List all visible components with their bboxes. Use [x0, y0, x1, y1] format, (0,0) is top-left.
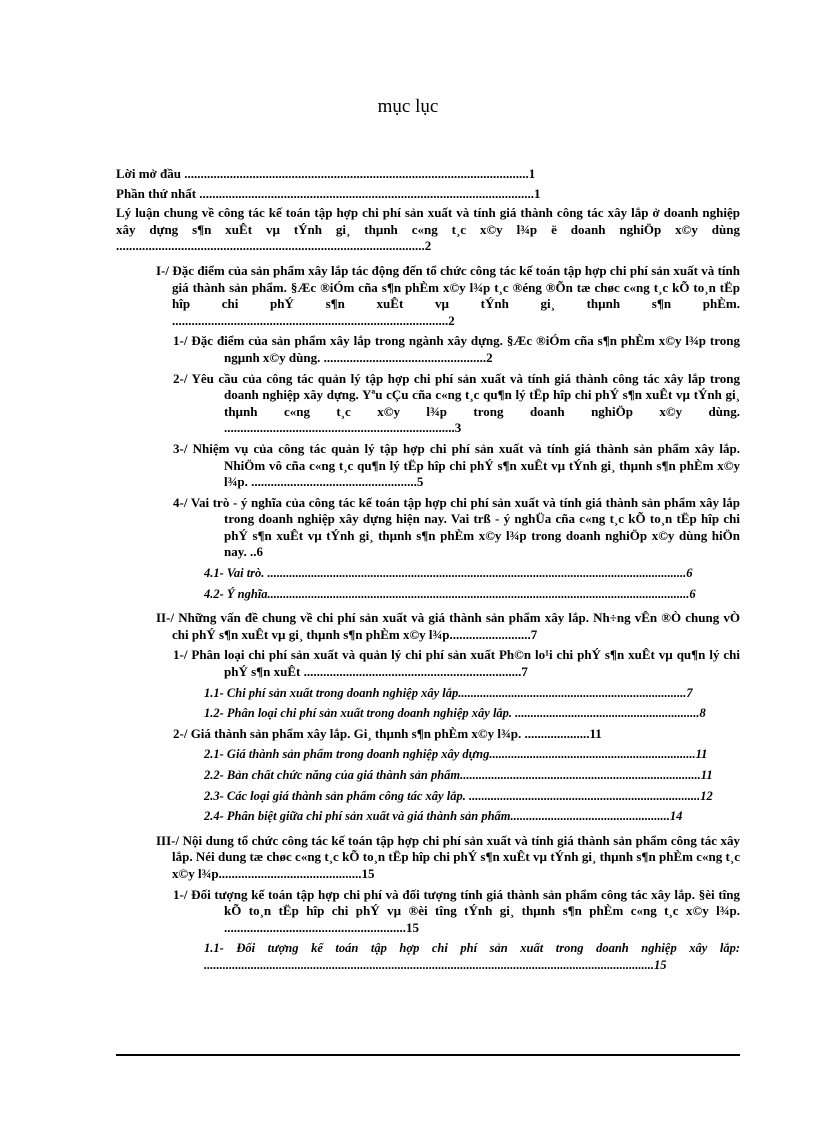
toc-subsection[interactable]: 1-/ Đặc điểm của sản phẩm xây lắp trong ngành xây dựng. §Æc ®iÓm cña s¶n phÈm x©y l¾p trong ngµnh x©y dùng. ..................................................2 [173, 333, 740, 365]
page-title: mục lục [377, 96, 439, 117]
toc-item[interactable]: 1.1- Chi phí sản xuất trong doanh nghiệp xây lắp.........................................................................7 [204, 685, 693, 700]
toc-item[interactable]: 4.1- Vai trò. ......................................................................................................................................6 [204, 566, 693, 581]
footer-divider [116, 1054, 740, 1056]
toc-item[interactable]: 2.2- Bản chất chức năng của giá thành sản phẩm.............................................................................11 [204, 768, 713, 782]
toc-subsection[interactable]: 4-/ Vai trò - ý nghĩa của công tác kế toán tập hợp chi phí sản xuất và tính giá thành sản phẩm xây lắp trong doanh nghiệp xây dựng hiện nay. Vai trß - ý nghÜa cña c«ng t¸c kÕ to¸n tËp hîp chi phÝ s¶n xuÊt vµ tÝnh gi¸ thµnh s¶n phÈm x©y l¾p trong doanh nghiÖp x©y dùng hiÖn nay. ..6 [173, 494, 740, 560]
toc-section[interactable]: II-/ Những vấn đề chung về chi phí sản xuất và giá thành sản phẩm xây lắp. Nh÷ng vÊn ®Ò chung vÒ chi phÝ s¶n xuÊt vµ gi¸ thµnh s¶n phÈm x©y l¾p.........................7 [156, 610, 740, 642]
toc-item[interactable]: 2.1- Giá thành sản phẩm trong doanh nghiệp xây dựng..................................................................11 [204, 747, 708, 762]
toc-item[interactable]: 2.4- Phân biệt giữa chi phí sản xuất và giá thành sản phẩm...................................................14 [204, 809, 683, 824]
toc-section[interactable]: I-/ Đặc điểm của sản phẩm xây lắp tác động đến tổ chức công tác kế toán tập hợp chi phí sản xuất và tính giá thành sản phẩm. §Æc ®iÓm cña s¶n phÈm x©y l¾p t¸c ®éng ®Õn tæ chøc c«ng t¸c kÕ to¸n tËp hîp chi phÝ s¶n xuÊt vµ tÝnh gi¸ thµnh s¶n phÈm. .....................................................................................2 [156, 262, 740, 328]
toc-subsection[interactable]: 2-/ Yêu cầu của công tác quản lý tập hợp chi phí sản xuất và tính giá thành công tác xây lắp trong doanh nghiệp xây dựng. Yªu cÇu cña c«ng t¸c qu¶n lý tËp hîp chi phÝ s¶n xuÊt vµ tÝnh gi¸ thµnh c«ng t¸c x©y l¾p trong doanh nghiÖp x©y dùng. .......................................................................3 [173, 370, 740, 436]
toc-subsection[interactable]: 1-/ Phân loại chi phí sản xuất và quản lý chi phí sản xuất Ph©n lo¹i chi phÝ s¶n xuÊt vµ qu¶n lý chi phÝ s¶n xuÊt ...................................................................7 [173, 647, 740, 680]
toc-section[interactable]: III-/ Nội dung tổ chức công tác kế toán tập hợp chi phí sản xuất và tính giá thành sản phẩm công tác xây lắp. Néi dung tæ chøc c«ng t¸c kÕ to¸n tËp hîp chi phÝ s¶n xuÊt vµ tÝnh gi¸ thµnh s¶n phÈm c«ng t¸c x©y l¾p............................................15 [156, 832, 740, 881]
table-of-contents [116, 166, 740, 978]
toc-entry[interactable]: Lý luận chung về công tác kế toán tập hợp chi phí sản xuất và tính giá thành công tác xây lắp ở doanh nghiệp xây dựng s¶n xuÊt vµ tÝnh gi¸ thµnh c«ng t¸c x©y l¾p ë doanh nghiÖp x©y dùng ...............................................................................................2 [116, 205, 740, 254]
toc-entry[interactable]: Lời mở đầu ..........................................................................................................1 [116, 166, 536, 181]
toc-subsection[interactable]: 2-/ Giá thành sản phẩm xây lắp. Gi¸ thµnh s¶n phÈm x©y l¾p. ....................11 [173, 725, 602, 741]
toc-subsection[interactable]: 1-/ Đối tượng kế toán tập hợp chi phí và đối tượng tính giá thành sản phẩm công tác xây lắp. §èi tîng kÕ to¸n tËp hîp chi phÝ vµ ®èi tîng tÝnh gi¸ thµnh s¶n phÈm c«ng t¸c x©y l¾p. ........................................................15 [173, 886, 740, 935]
toc-item[interactable]: 1.1- Đối tượng kế toán tập hợp chi phí sản xuất trong doanh nghiệp xây lắp: ................................................................................................................................................15 [204, 941, 740, 972]
toc-item[interactable]: 1.2- Phân loại chi phí sản xuất trong doanh nghiệp xây lắp. ...........................................................8 [204, 706, 706, 721]
toc-item[interactable]: 4.2- Ý nghĩa.......................................................................................................................................6 [204, 586, 696, 601]
toc-subsection[interactable]: 3-/ Nhiệm vụ của công tác quản lý tập hợp chi phí sản xuất và tính giá thành sản phẩm xây lắp. NhiÖm vô cña c«ng t¸c qu¶n lý tËp hîp chi phÝ s¶n xuÊt vµ tÝnh gi¸ thµnh s¶n phÈm x©y l¾p. ...................................................5 [173, 440, 740, 490]
toc-entry[interactable]: Phần thứ nhất .......................................................................................................1 [116, 185, 541, 201]
toc-item[interactable]: 2.3- Các loại giá thành sản phẩm công tác xây lắp. ..........................................................................12 [204, 788, 713, 803]
